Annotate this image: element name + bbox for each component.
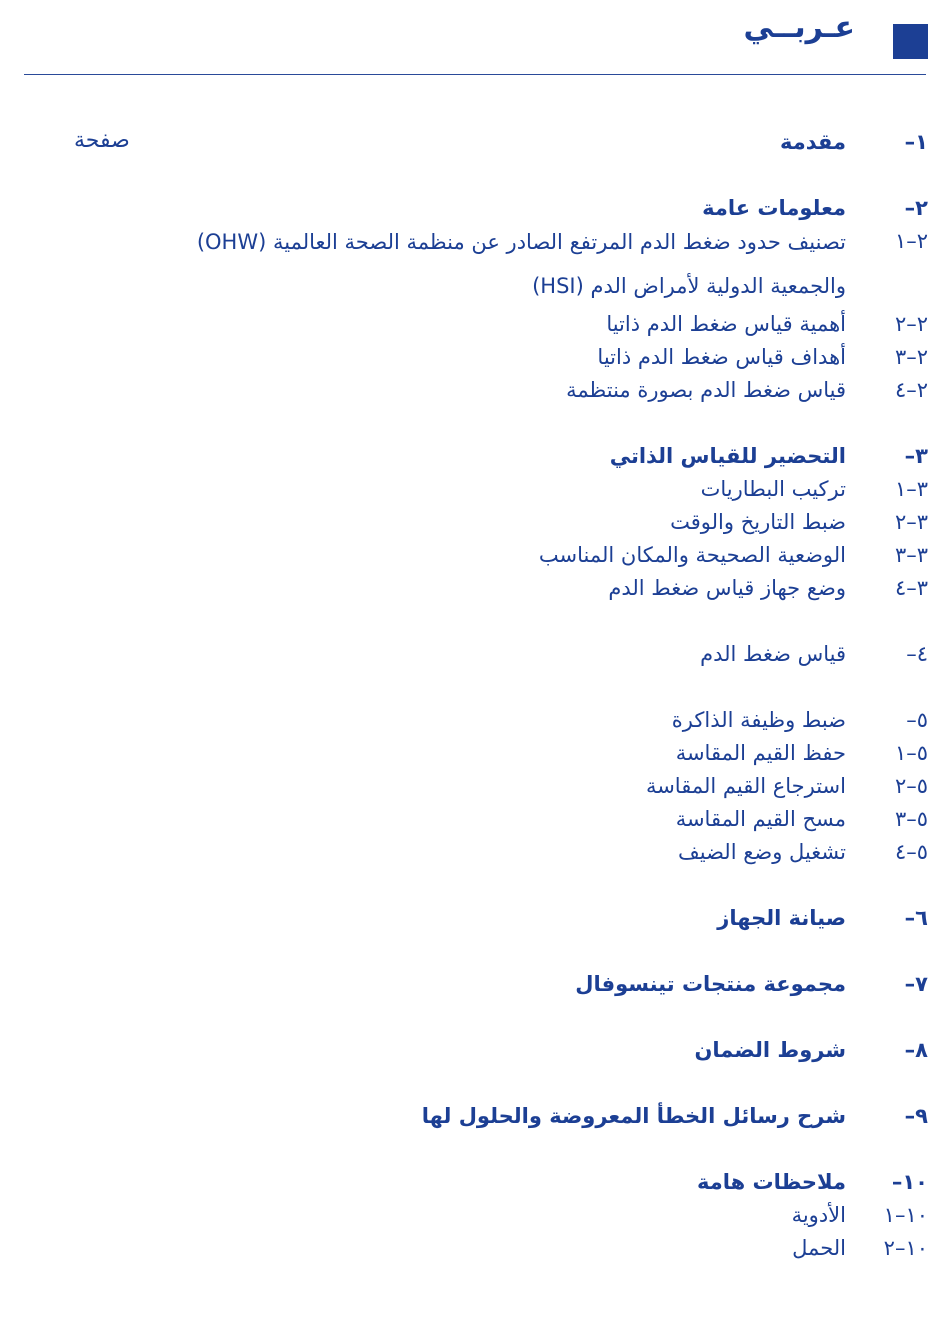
toc-entry-number: ٢– [904, 196, 928, 220]
toc-entry[interactable] [88, 539, 928, 572]
toc-entry[interactable] [88, 126, 928, 159]
toc-entry-title: أهمية قياس ضغط الدم ذاتيا [606, 312, 846, 336]
toc-entry-number: ٣–١ [894, 477, 928, 501]
toc-entry-title: تصنيف حدود ضغط الدم المرتفع الصادر عن منظمة الصحة العالمية (OHW) والجمعية الدولية لأمراض الدم (HSI) [196, 230, 846, 298]
toc-entry-title: مجموعة منتجات تينسوفال [575, 972, 846, 996]
toc-entry-number: ١– [904, 130, 928, 154]
toc-section [88, 126, 928, 159]
table-of-contents [88, 126, 928, 1298]
toc-entry-number: ٤– [906, 642, 928, 666]
toc-entry-number: ٥–١ [894, 741, 928, 765]
toc-entry-number: ٧– [904, 972, 928, 996]
toc-entry-number: ٣–٢ [894, 510, 928, 534]
toc-entry[interactable] [88, 770, 928, 803]
toc-entry[interactable] [88, 1199, 928, 1232]
toc-entry-title: ضبط وظيفة الذاكرة [671, 708, 846, 732]
toc-entry[interactable] [88, 1232, 928, 1265]
toc-entry[interactable] [88, 704, 928, 737]
toc-entry-number: ٥–٢ [894, 774, 928, 798]
toc-entry-title: صيانة الجهاز [717, 906, 846, 930]
toc-entry-title: شرح رسائل الخطأ المعروضة والحلول لها [421, 1104, 846, 1128]
toc-entry-number: ١٠–٢ [883, 1236, 928, 1260]
toc-entry-title: قياس ضغط الدم [700, 642, 846, 666]
toc-entry-title: تركيب البطاريات [700, 477, 846, 501]
toc-entry-title: قياس ضغط الدم بصورة منتظمة [566, 378, 846, 402]
toc-entry-number: ١٠– [891, 1170, 928, 1194]
toc-section [88, 1034, 928, 1067]
toc-entry-title: معلومات عامة [702, 196, 846, 220]
toc-entry-title: تشغيل وضع الضيف [678, 840, 846, 864]
toc-entry[interactable] [88, 225, 928, 308]
toc-section [88, 638, 928, 671]
toc-entry-number: ٢–٤ [894, 378, 928, 402]
toc-entry-title: وضع جهاز قياس ضغط الدم [608, 576, 846, 600]
toc-entry-number: ٥– [906, 708, 928, 732]
toc-entry-title: حفظ القيم المقاسة [675, 741, 846, 765]
toc-entry[interactable] [88, 473, 928, 506]
toc-section [88, 1166, 928, 1265]
toc-entry-number: ١٠–١ [883, 1203, 928, 1227]
toc-entry[interactable] [88, 1166, 928, 1199]
toc-entry[interactable] [88, 836, 928, 869]
toc-entry[interactable] [88, 803, 928, 836]
toc-entry-title: أهداف قياس ضغط الدم ذاتيا [597, 345, 846, 369]
toc-section [88, 902, 928, 935]
toc-entry-number: ٢–١ [894, 229, 928, 253]
toc-entry[interactable] [88, 440, 928, 473]
toc-entry-number: ٩– [904, 1104, 928, 1128]
toc-entry[interactable] [88, 737, 928, 770]
toc-entry-number: ٨– [904, 1038, 928, 1062]
header-divider [24, 74, 926, 75]
toc-entry[interactable] [88, 902, 928, 935]
blue-square-icon [893, 24, 928, 59]
toc-section [88, 1100, 928, 1133]
toc-section [88, 192, 928, 407]
toc-section [88, 704, 928, 869]
toc-entry[interactable] [88, 638, 928, 671]
toc-entry[interactable] [88, 968, 928, 1001]
toc-entry-title: الحمل [792, 1236, 846, 1260]
toc-entry[interactable] [88, 506, 928, 539]
toc-entry[interactable] [88, 1100, 928, 1133]
toc-entry-title: مسح القيم المقاسة [675, 807, 846, 831]
toc-entry-title: التحضير للقياس الذاتي [609, 444, 846, 468]
toc-entry-number: ٢–٣ [894, 345, 928, 369]
toc-entry-title: الأدوية [791, 1203, 846, 1227]
toc-entry[interactable] [88, 341, 928, 374]
toc-entry-title: ضبط التاريخ والوقت [670, 510, 846, 534]
toc-entry[interactable] [88, 1034, 928, 1067]
toc-entry-number: ٥–٣ [894, 807, 928, 831]
toc-entry-number: ٦– [904, 906, 928, 930]
toc-entry[interactable] [88, 572, 928, 605]
toc-entry[interactable] [88, 374, 928, 407]
toc-entry-number: ٣–٣ [894, 543, 928, 567]
toc-entry-title: ملاحظات هامة [696, 1170, 846, 1194]
toc-section [88, 968, 928, 1001]
toc-entry-number: ٢–٢ [894, 312, 928, 336]
toc-entry-number: ٥–٤ [894, 840, 928, 864]
toc-entry[interactable] [88, 308, 928, 341]
toc-entry-title: استرجاع القيم المقاسة [645, 774, 846, 798]
toc-entry-title: الوضعية الصحيحة والمكان المناسب [538, 543, 846, 567]
page-column-label: صفحة [74, 128, 130, 153]
toc-entry-title: شروط الضمان [694, 1038, 846, 1062]
toc-section [88, 440, 928, 605]
page-title: عـربــي [743, 10, 855, 45]
toc-entry-number: ٣–٤ [894, 576, 928, 600]
toc-entry-title: مقدمة [780, 130, 846, 154]
toc-entry-number: ٣– [904, 444, 928, 468]
